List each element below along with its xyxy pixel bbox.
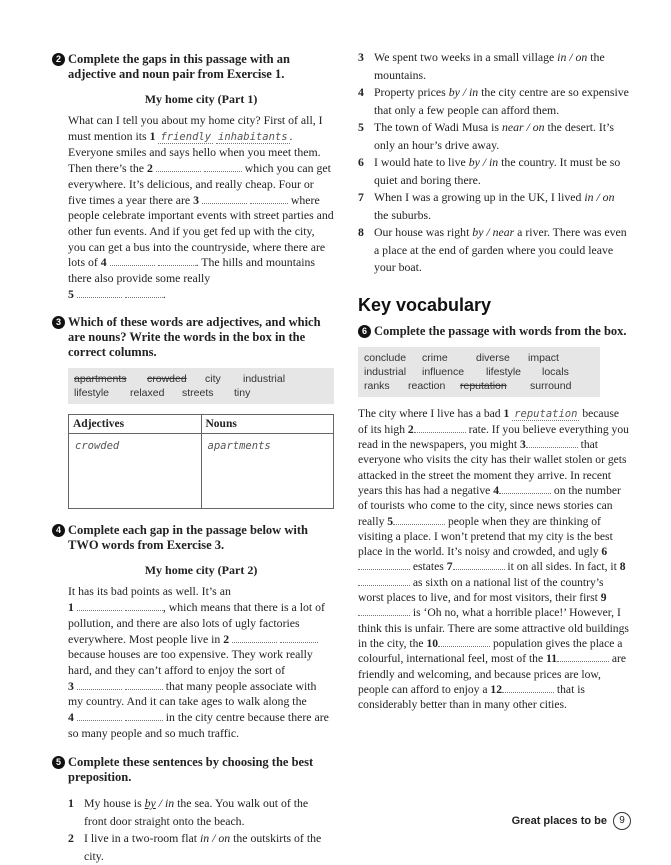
passage-title: My home city (Part 1)	[144, 92, 258, 106]
answer-gap-5a[interactable]	[77, 287, 122, 298]
exercise-6	[358, 324, 630, 713]
word-reputation: reputation	[460, 379, 507, 392]
adjectives-nouns-table	[68, 414, 334, 509]
nouns-cell[interactable]: apartments	[201, 434, 334, 509]
answer-gap-1a[interactable]: friendly	[160, 130, 212, 143]
list-item: 1 My house is by / in the sea. You walk out of the front door straight onto the beach.	[68, 796, 309, 828]
word-diverse: diverse	[476, 351, 510, 364]
word-box	[68, 368, 334, 404]
preposition-choice[interactable]: in / on	[557, 50, 588, 64]
footer-unit-title: Great places to be	[511, 815, 607, 827]
word-lifestyle: lifestyle	[74, 387, 110, 400]
answer-gap-2a[interactable]	[156, 161, 201, 172]
list-item: 3 We spent two weeks in a small village in / on the mountains.	[358, 50, 605, 82]
preposition-items-right	[358, 49, 630, 277]
answer-gap-3b[interactable]	[125, 679, 163, 690]
answer-gap-1[interactable]: reputation	[514, 407, 578, 420]
page-number: 9	[613, 812, 631, 830]
list-item: 6 I would hate to live by / in the country. It must be so quiet and boring there.	[358, 155, 621, 187]
preposition-choice[interactable]: by / in	[448, 85, 479, 99]
word-relaxed: relaxed	[130, 387, 165, 400]
column-header-nouns: Nouns	[201, 415, 334, 434]
word-impact: impact	[528, 351, 559, 364]
exercise-3-instruction: 3 Which of these words are adjectives, and which are nouns? Write the words in the box in the correct columns.	[52, 315, 334, 360]
list-item: 2 I live in a two-room flat in / on the outskirts of the city.	[68, 831, 322, 863]
answer-gap-4a[interactable]	[77, 710, 122, 721]
exercise-4	[52, 523, 334, 741]
answer-gap-4[interactable]	[499, 483, 551, 494]
exercise-2-passage: What can I tell you about my home city? First of all, I must mention its 1 friendly inhabitants . Everyone smiles and says hello when you meet them. Then there’s the 2 which you can get everywhere. It’s delicious, and really cheap. Four or five times a year there are 3 where people celebrate important events with street parties and other fun events. And if you get fed up with the city, you can get a bus into the countryside, where there are lots of 4 . The hills and mountains there also provide some really 5 .	[68, 113, 334, 301]
word-reaction: reaction	[408, 379, 446, 392]
word-surround: surround	[530, 379, 572, 392]
page-footer	[512, 812, 631, 830]
word-crime: crime	[422, 351, 448, 364]
preposition-choice[interactable]: near / on	[501, 120, 545, 134]
answer-gap-1b[interactable]: inhabitants	[218, 130, 288, 143]
word-industrial: industrial	[243, 373, 286, 386]
list-item: 4 Property prices by / in the city centre are so expensive that only a few people can afford them.	[358, 85, 629, 117]
word-apartments: apartments	[74, 373, 127, 386]
answer-gap-3a[interactable]	[77, 679, 122, 690]
answer-gap-9[interactable]	[358, 605, 410, 616]
answer-gap-5b[interactable]	[125, 287, 163, 298]
answer-gap-6[interactable]	[358, 559, 410, 570]
answer-gap-3[interactable]	[526, 437, 578, 448]
column-header-adjectives: Adjectives	[69, 415, 202, 434]
word-locals: locals	[542, 365, 569, 378]
answer-gap-2b[interactable]	[280, 632, 318, 643]
exercise-number-badge: 2	[52, 53, 65, 66]
exercise-4-instruction: 4 Complete each gap in the passage below with TWO words from Exercise 3.	[52, 523, 334, 553]
answer-gap-11[interactable]	[557, 651, 609, 662]
exercise-5	[52, 755, 334, 865]
left-column	[52, 52, 334, 865]
answer-gap-8[interactable]	[358, 575, 410, 586]
answer-gap-1a[interactable]	[77, 600, 122, 611]
exercise-number-badge: 3	[52, 316, 65, 329]
answer-gap-4b[interactable]	[125, 710, 163, 721]
list-item: 7 When I was a growing up in the UK, I lived in / on the suburbs.	[358, 190, 615, 222]
section-heading-key-vocabulary: Key vocabulary	[358, 294, 492, 315]
word-crowded: crowded	[147, 373, 187, 386]
word-influence: influence	[422, 365, 465, 378]
answer-gap-1b[interactable]	[125, 600, 163, 611]
word-city: city	[205, 373, 221, 386]
passage-title: My home city (Part 2)	[144, 563, 258, 578]
exercise-2	[52, 52, 334, 302]
exercise-4-passage: It has its bad points as well. It’s an 1 , which means that there is a lot of pollution, and there are also lots of ugly factories everywhere. Most people live in 2 because houses are too expensive. They work really hard, and they can’t afford to enjoy the sort of 3 that many people associate with my country. And it can take ages to walk along the 4 in the city centre because there are so many people and so much traffic.	[68, 584, 329, 740]
exercise-number-badge: 4	[52, 524, 65, 537]
exercise-3	[52, 315, 334, 509]
answer-gap-7[interactable]	[453, 559, 505, 570]
answer-gap-2a[interactable]	[232, 632, 277, 643]
answer-gap-10[interactable]	[438, 636, 490, 647]
word-conclude: conclude	[364, 351, 407, 364]
exercise-number-badge: 5	[52, 756, 65, 769]
exercise-6-instruction: 6 Complete the passage with words from the box.	[358, 324, 630, 339]
word-box	[358, 347, 600, 397]
exercise-6-passage: The city where I live has a bad 1 reputation because of its high 2 rate. If you believe everything you read in the newspapers, you might 3 that everyone who visits the city has their wallet stolen or gets attacked in the street the moment they arrive. In recent years this has had a negative 4 on the number of tourists who come to the city, since news stories can really 5 people when they are thinking of visiting a place. I won’t pretend that my city is the best place in the world. It’s noisy and crowded, and ugly 6 estates 7 it on all sides. In fact, it 8 as sixth on a national list of the country’s worst places to live, and for most visitors, their first 9 is ‘Oh no, what a horrible place!’ However, I think this is unfair. There are some attractive old buildings in the city, the 10 population gives the place a colourful, international feel, most of the 11 are friendly and welcoming, and because prices are low, people can afford to enjoy a 12 that is considerably better than in many other cities.	[358, 406, 629, 712]
exercise-2-instruction: 2 Complete the gaps in this passage with an adjective and noun pair from Exercise 1.	[52, 52, 334, 82]
answer-gap-4b[interactable]	[158, 255, 196, 266]
answer-gap-3a[interactable]	[202, 193, 247, 204]
answer-gap-2b[interactable]	[204, 161, 242, 172]
preposition-choice[interactable]: by	[144, 796, 156, 811]
preposition-choice[interactable]: in / on	[199, 831, 231, 846]
preposition-items-left	[68, 795, 334, 865]
word-ranks: ranks	[364, 379, 390, 392]
preposition-choice[interactable]: in	[164, 796, 175, 811]
exercise-number-badge: 6	[358, 325, 371, 338]
adjectives-cell[interactable]: crowded	[69, 434, 202, 509]
preposition-choice[interactable]: in / on	[584, 190, 615, 204]
word-industrial: industrial	[364, 365, 407, 378]
list-item: 8 Our house was right by / near a river. There was even a place at the end of garden where you could leave your boat.	[358, 225, 627, 274]
preposition-choice[interactable]: by / in	[468, 155, 499, 169]
right-column	[358, 52, 630, 712]
exercise-5-instruction: 5 Complete these sentences by choosing the best preposition.	[52, 755, 334, 785]
preposition-choice[interactable]: by / near	[472, 225, 515, 239]
answer-gap-2[interactable]	[414, 422, 466, 433]
word-tiny: tiny	[234, 387, 251, 400]
word-lifestyle: lifestyle	[486, 365, 522, 378]
answer-gap-5[interactable]	[393, 514, 445, 525]
word-streets: streets	[182, 387, 214, 400]
answer-gap-3b[interactable]	[250, 193, 288, 204]
answer-gap-4a[interactable]	[110, 255, 155, 266]
list-item: 5 The town of Wadi Musa is near / on the desert. It’s only an hour’s drive away.	[358, 120, 614, 152]
answer-gap-12[interactable]	[502, 682, 554, 693]
